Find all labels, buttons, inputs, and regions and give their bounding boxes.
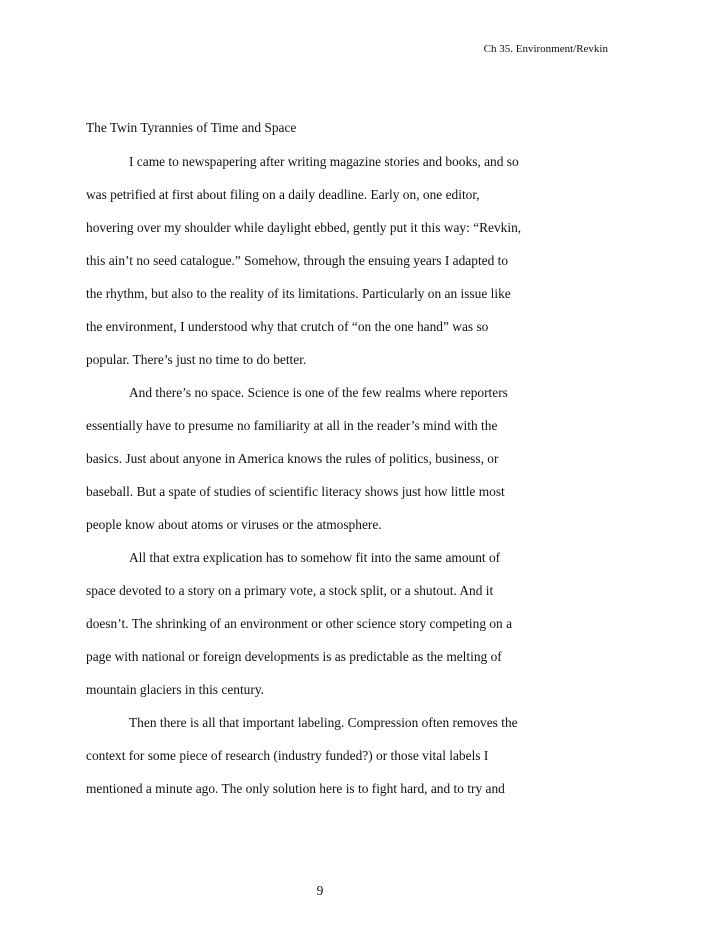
paragraph-2-line-3: basics. Just about anyone in America knows the rules of politics, business, or (86, 451, 499, 466)
paragraph-1-line-5: the rhythm, but also to the reality of its limitations. Particularly on an issue like (86, 286, 511, 301)
paragraph-3-line-2: space devoted to a story on a primary vote, a stock split, or a shutout. And it (86, 583, 494, 598)
paragraph-3-line-5: mountain glaciers in this century. (86, 682, 265, 697)
running-head: Ch 35. Environment/Revkin (483, 43, 608, 55)
paragraph-2-line-2: essentially have to presume no familiarity at all in the reader’s mind with the (86, 418, 498, 433)
paragraph-3-line-1: All that extra explication has to somehow fit into the same amount of (129, 550, 501, 565)
paragraph-2-line-1: And there’s no space. Science is one of the few realms where reporters (129, 385, 508, 400)
body-text (86, 145, 556, 805)
paragraph-1-line-2: was petrified at first about filing on a daily deadline. Early on, one editor, (86, 187, 480, 202)
paragraph-4-line-1: Then there is all that important labeling. Compression often removes the (129, 715, 518, 730)
paragraph-1-line-3: hovering over my shoulder while daylight ebbed, gently put it this way: “Revkin, (86, 220, 522, 235)
paragraph-2-line-4: baseball. But a spate of studies of scientific literacy shows just how little most (86, 484, 505, 499)
page-number: 9 (316, 883, 324, 898)
paragraph-1-line-1: I came to newspapering after writing magazine stories and books, and so (129, 154, 519, 169)
paragraph-2-line-5: people know about atoms or viruses or the atmosphere. (86, 517, 382, 532)
paragraph-3-line-3: doesn’t. The shrinking of an environment or other science story competing on a (86, 616, 513, 631)
paragraph-4-line-3: mentioned a minute ago. The only solution here is to fight hard, and to try and (86, 781, 505, 796)
paragraph-1-line-6: the environment, I understood why that crutch of “on the one hand” was so (86, 319, 489, 334)
paragraph-3-line-4: page with national or foreign developments is as predictable as the melting of (86, 649, 502, 664)
section-title: The Twin Tyrannies of Time and Space (86, 120, 297, 135)
paragraph-1-line-7: popular. There’s just no time to do better. (86, 352, 307, 367)
paragraph-1-line-4: this ain’t no seed catalogue.” Somehow, through the ensuing years I adapted to (86, 253, 509, 268)
paragraph-4-line-2: context for some piece of research (industry funded?) or those vital labels I (86, 748, 489, 763)
